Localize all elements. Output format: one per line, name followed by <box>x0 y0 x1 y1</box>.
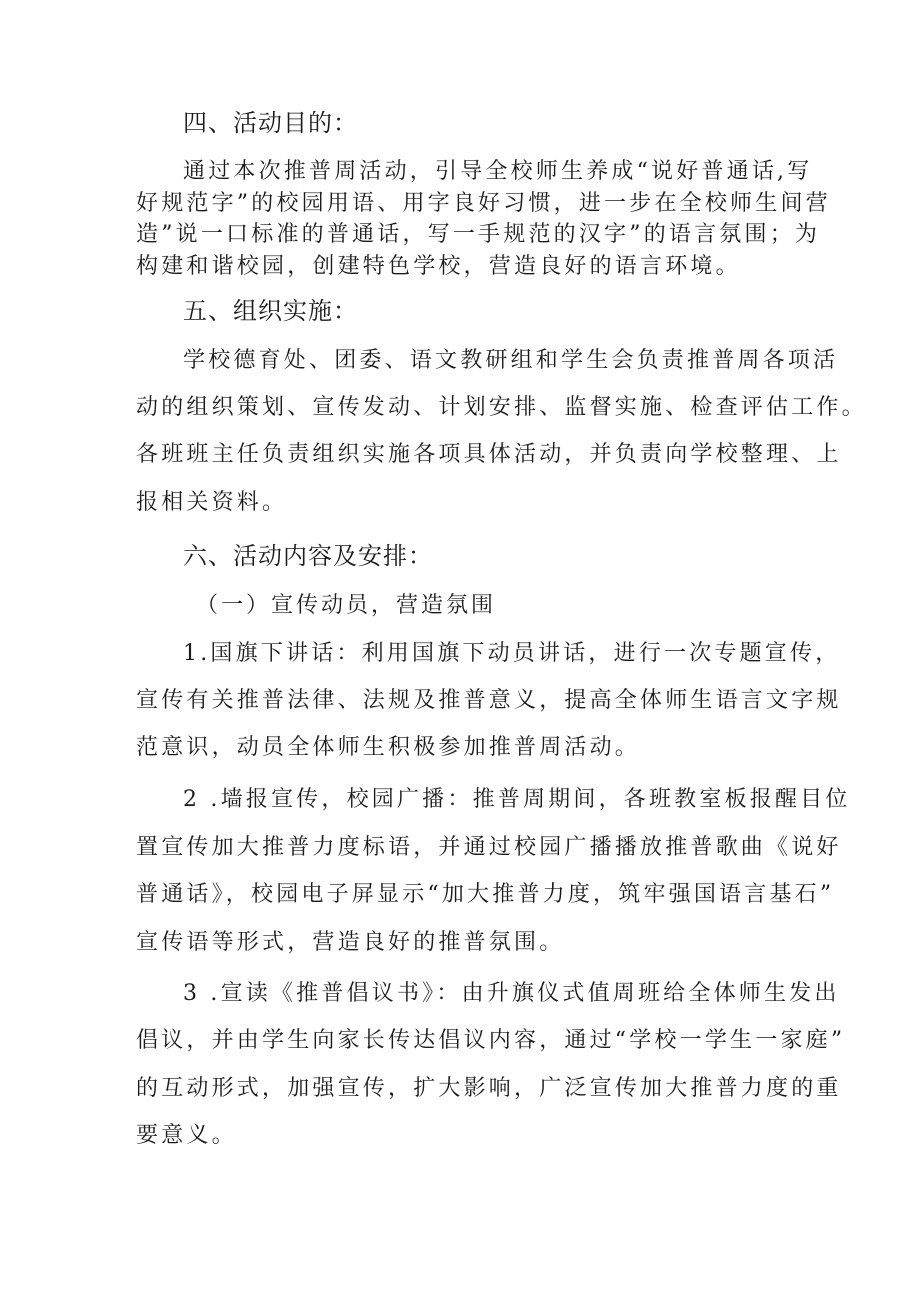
paragraph-line: 报相关资料。 <box>136 490 288 515</box>
sub-heading-publicity: （一）宣传动员，营造氛围 <box>196 593 497 618</box>
paragraph-line: 构建和谐校园，创建特色学校，营造良好的语言环境。 <box>136 254 741 279</box>
section-heading-activities: 六、活动内容及安排： <box>183 542 433 570</box>
list-item-line: 置宣传加大推普力度标语，并通过校园广播播放推普歌曲《说好 <box>136 835 842 860</box>
list-item-line: 的互动形式，加强宣传，扩大影响，广泛宣传加大推普力度的重 <box>136 1076 842 1101</box>
paragraph-line: 动的组织策划、宣传发动、计划安排、监督实施、检查评估工作。 <box>136 395 867 420</box>
list-item-line: 1.国旗下讲话：利用国旗下动员讲话，进行一次专题宣传， <box>183 641 841 666</box>
paragraph-line: 好规范字”的校园用语、用字良好习惯，进一步在全校师生间营 <box>136 191 831 216</box>
paragraph-line: 各班班主任负责组织实施各项具体活动，并负责向学校整理、上 <box>136 442 842 467</box>
list-item-line: 2 .墙报宣传，校园广播：推普周期间，各班教室板报醒目位 <box>183 787 851 812</box>
paragraph-line: 学校德育处、团委、语文教研组和学生会负责推普周各项活 <box>183 348 839 373</box>
paragraph-line: 造”说一口标准的普通话，写一手规范的汉字”的语言氛围；为 <box>136 222 821 247</box>
list-item-line: 范意识，动员全体师生积极参加推普周活动。 <box>136 735 641 760</box>
list-item-line: 普通话》，校园电子屏显示“加大推普力度，筑牢强国语言基石” <box>136 882 835 907</box>
section-heading-purpose: 四、活动目的： <box>183 109 358 137</box>
list-item-line: 要意义。 <box>136 1123 237 1148</box>
list-item-line: 宣传语等形式，营造良好的推普氛围。 <box>136 930 565 955</box>
list-item-line: 倡议，并由学生向家长传达倡议内容，通过“学校一学生一家庭” <box>136 1028 846 1053</box>
list-item-line: 3 .宣读《推普倡议书》：由升旗仪式值周班给全体师生发出 <box>183 981 840 1006</box>
paragraph-line: 通过本次推普周活动，引导全校师生养成“说好普通话,写 <box>183 159 813 184</box>
list-item-line: 宣传有关推普法律、法规及推普意义，提高全体师生语言文字规 <box>136 688 842 713</box>
section-heading-organization: 五、组织实施： <box>183 297 358 325</box>
